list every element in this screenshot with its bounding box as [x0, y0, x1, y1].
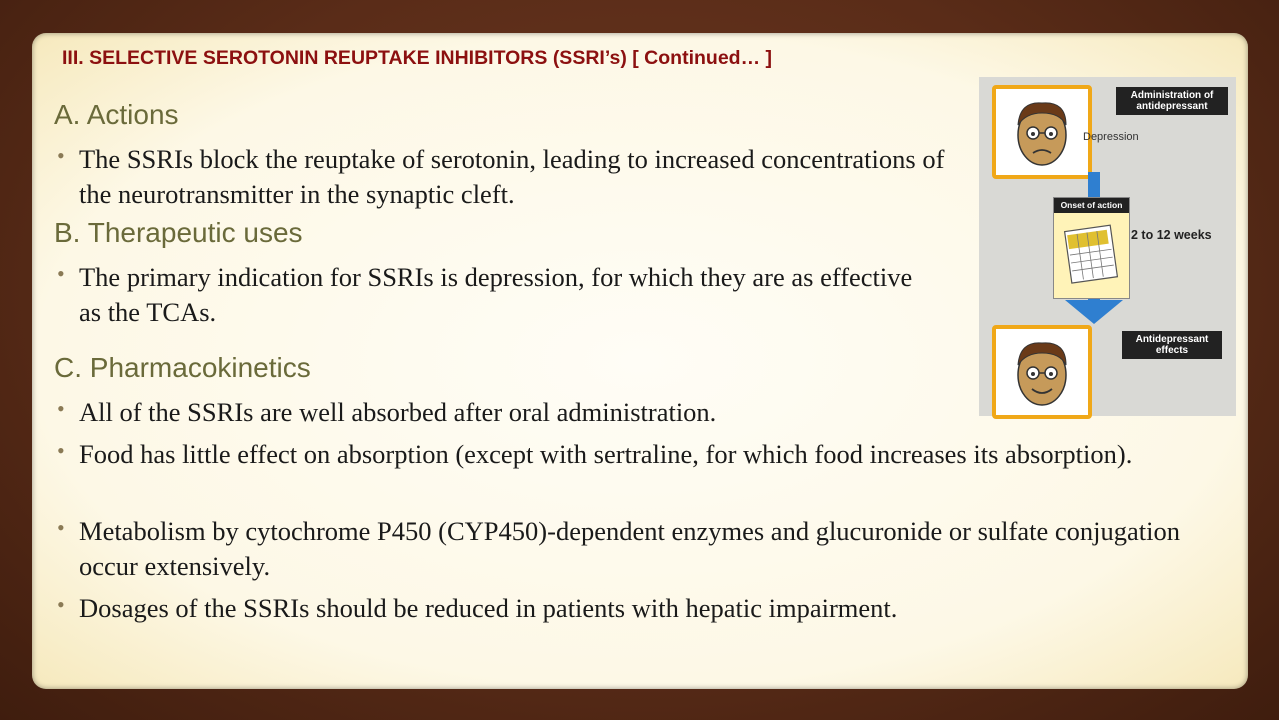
depression-label: Depression — [1083, 131, 1139, 143]
administration-label: Administration of antidepressant — [1116, 87, 1228, 115]
happy-face-icon — [996, 329, 1088, 415]
bullet-icon: • — [57, 515, 65, 540]
heading-pharmacokinetics: C. Pharmacokinetics — [54, 352, 311, 383]
heading-actions: A. Actions — [54, 99, 179, 130]
bullet-pk-2: • Food has little effect on absorption (except with sertraline, for which food increases its absorption). — [57, 437, 1232, 472]
antidepressant-timeline-figure — [979, 77, 1236, 416]
heading-therapeutic-uses: B. Therapeutic uses — [54, 217, 303, 248]
sad-face-box — [992, 85, 1092, 179]
bullet-icon: • — [57, 592, 65, 617]
calendar-icon — [1062, 220, 1122, 286]
bullet-therapeutic-1: • The primary indication for SSRIs is depression, for which they are as effective as the TCAs. — [57, 260, 937, 330]
bullet-actions-1: • The SSRIs block the reuptake of serotonin, leading to increased concentrations of the neurotransmitter in the synaptic cleft. — [57, 142, 962, 212]
bullet-icon: • — [57, 143, 65, 168]
bullet-icon: • — [57, 438, 65, 463]
bullet-icon: • — [57, 261, 65, 286]
bullet-pk-3: • Metabolism by cytochrome P450 (CYP450)-dependent enzymes and glucuronide or sulfate conjugation occur extensively. — [57, 514, 1232, 584]
onset-label: Onset of action — [1054, 198, 1129, 213]
bullet-icon: • — [57, 396, 65, 421]
bullet-pk-4: • Dosages of the SSRIs should be reduced in patients with hepatic impairment. — [57, 591, 1232, 626]
happy-face-box — [992, 325, 1092, 419]
sad-face-icon — [996, 89, 1088, 175]
antidepressant-effects-label: Antidepressant effects — [1122, 331, 1222, 359]
slide-title: III. SELECTIVE SEROTONIN REUPTAKE INHIBITORS (SSRI’s) [ Continued… ] — [62, 47, 772, 69]
duration-label: 2 to 12 weeks — [1131, 228, 1212, 242]
onset-panel — [1053, 197, 1130, 299]
bullet-pk-1: • All of the SSRIs are well absorbed after oral administration. — [57, 395, 1227, 430]
